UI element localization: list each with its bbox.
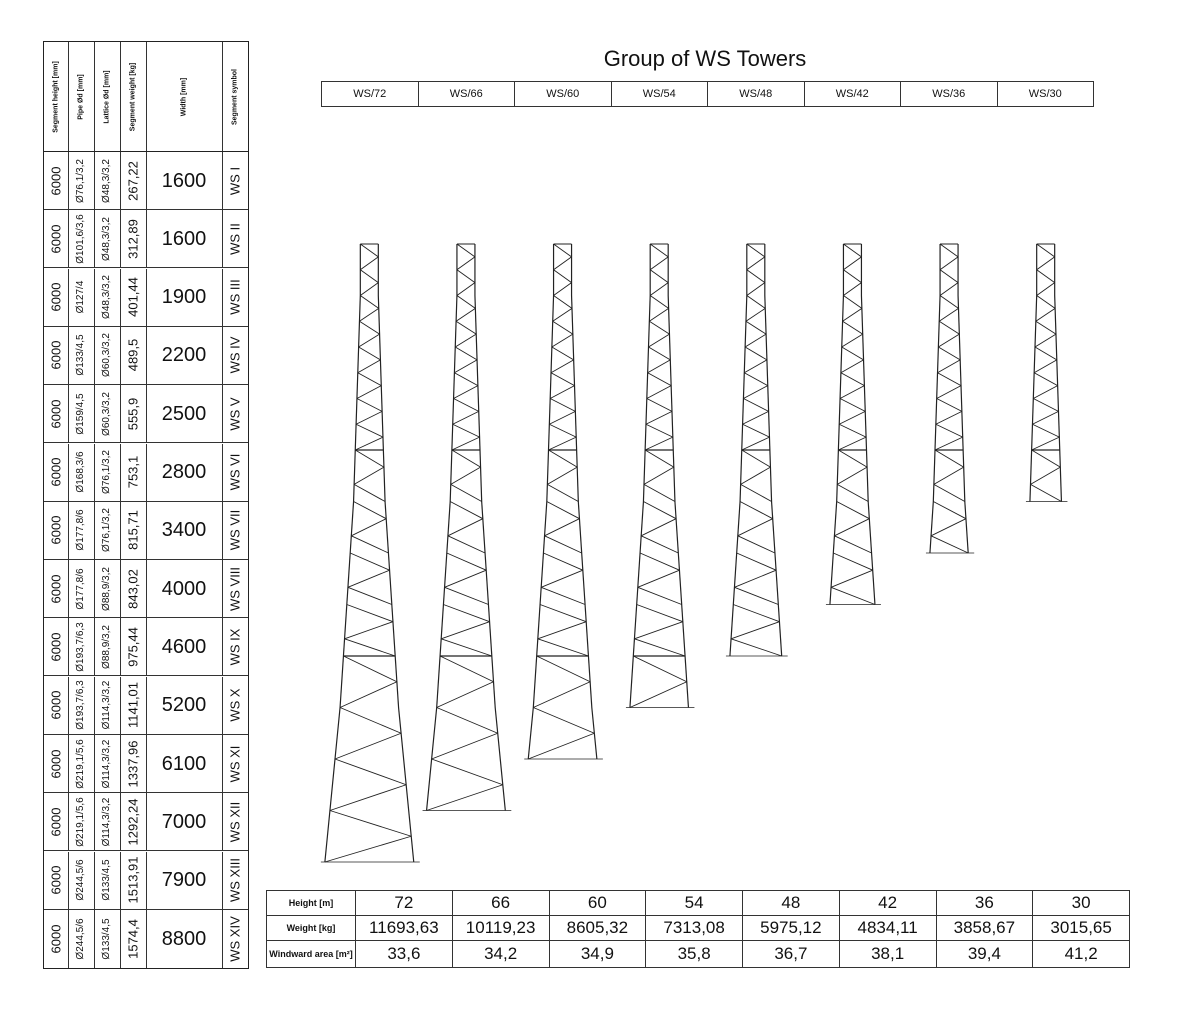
segment-weight-cell: 267,22 (125, 160, 141, 201)
segment-lattice-cell: Ø60,3/3,2 (101, 391, 112, 436)
summary-weight-cell: 11693,63 (356, 916, 453, 940)
tower (926, 244, 974, 553)
segment-pipe-cell: Ø219,1/5,6 (75, 797, 86, 847)
segment-lattice-cell: Ø88,9/3,2 (101, 624, 112, 669)
tower-label: WS/60 (515, 82, 612, 106)
summary-height-cell: 48 (743, 891, 840, 915)
segment-symbol-cell: WS VII (227, 510, 243, 551)
summary-weight-cell: 5975,12 (743, 916, 840, 940)
tower (423, 244, 512, 811)
segment-lattice-cell: Ø48,3/3,2 (101, 158, 112, 203)
segment-lattice-cell: Ø76,1/3,2 (101, 508, 112, 553)
segment-lattice-cell: Ø133/4,5 (101, 918, 112, 960)
segment-width-cell: 1600 (161, 169, 207, 192)
segment-width-cell: 7900 (161, 869, 207, 892)
diagram-title: Group of WS Towers (603, 46, 807, 71)
segment-height-cell: 6000 (48, 632, 64, 662)
tower (524, 244, 603, 759)
summary-row-height: Height [m] 72 66 60 54 48 42 36 30 (267, 891, 1129, 916)
segment-lattice-cell: Ø76,1/3,2 (101, 450, 112, 494)
tower (726, 244, 788, 656)
segment-pipe-cell: Ø244,5/6 (75, 859, 86, 901)
segment-height-cell: 6000 (48, 166, 64, 195)
summary-weight-cell: 3015,65 (1050, 918, 1112, 937)
summary-area-cell: 41,2 (1064, 944, 1098, 963)
segment-symbol-cell: WS II (227, 222, 243, 255)
tower-label: WS/42 (805, 82, 902, 106)
segment-height-cell: 6000 (48, 340, 64, 370)
header-pipe: Pipe Ød [mm] (77, 73, 85, 120)
summary-height-cell: 60 (550, 891, 647, 915)
segment-pipe-cell: Ø193,7/6,3 (75, 680, 86, 730)
tower (1026, 244, 1068, 502)
summary-height-cell: 42 (840, 891, 937, 915)
summary-height-cell: 30 (1071, 893, 1091, 912)
summary-row-area: Windward area [m²] 33,6 34,2 34,9 35,8 36,7 38,1 39,4 41,2 (267, 941, 1129, 967)
summary-height-cell: 66 (453, 891, 550, 915)
segment-pipe-cell: Ø177,8/6 (75, 568, 86, 610)
tower (626, 244, 695, 708)
segment-width-cell: 6100 (161, 752, 207, 775)
tower (321, 244, 420, 862)
segment-weight-cell: 401,44 (125, 277, 141, 317)
summary-height-cell: 36 (937, 891, 1034, 915)
segment-height-cell: 6000 (48, 399, 64, 429)
summary-area-cell: 35,8 (646, 941, 743, 967)
segment-symbol-cell: WS IX (227, 628, 243, 666)
segment-height-cell: 6000 (48, 457, 64, 487)
header-segment-symbol: Segment symbol (231, 68, 239, 125)
summary-area-cell: 36,7 (743, 941, 840, 967)
segment-weight-cell: 555,9 (125, 397, 141, 430)
segment-height-cell: 6000 (48, 690, 64, 720)
header-width: Width [mm] (180, 77, 188, 116)
segment-width-cell: 8800 (161, 927, 207, 950)
segment-symbol-cell: WS XIV (227, 916, 243, 962)
segment-weight-cell: 1574,4 (125, 919, 141, 959)
summary-height-cell: 54 (646, 891, 743, 915)
segment-height-cell: 6000 (48, 865, 64, 895)
summary-weight-cell: 8605,32 (550, 916, 647, 940)
summary-table (266, 890, 1130, 968)
summary-area-cell: 38,1 (840, 941, 937, 967)
segment-pipe-cell: Ø244,5/6 (75, 918, 86, 960)
segment-symbol-cell: WS VIII (227, 566, 243, 611)
segment-width-cell: 4600 (161, 635, 207, 658)
segment-pipe-cell: Ø177,8/6 (75, 509, 86, 551)
segment-height-cell: 6000 (48, 574, 64, 604)
tower-label: WS/48 (708, 82, 805, 106)
tower-label: WS/66 (419, 82, 516, 106)
segment-weight-cell: 1337,96 (125, 740, 141, 787)
segment-height-cell: 6000 (48, 515, 64, 545)
segment-pipe-cell: Ø127/4 (75, 280, 86, 314)
segment-symbol-cell: WS X (227, 688, 243, 722)
segment-weight-cell: 489,5 (125, 339, 141, 372)
summary-weight-cell: 3858,67 (937, 916, 1034, 940)
segment-width-cell: 3400 (161, 519, 207, 542)
segment-pipe-cell: Ø168,3/6 (75, 451, 86, 493)
segment-height-cell: 6000 (48, 749, 64, 778)
segment-lattice-cell: Ø114,3/3,2 (101, 680, 112, 730)
segment-symbol-cell: WS VI (227, 453, 243, 491)
segment-width-cell: 5200 (161, 694, 207, 717)
segment-weight-cell: 753,1 (125, 455, 141, 489)
segment-width-cell: 1600 (161, 227, 207, 250)
segment-symbol-cell: WS I (227, 166, 243, 195)
segment-pipe-cell: Ø193,7/6,3 (75, 622, 86, 672)
segment-symbol-cell: WS IV (227, 336, 243, 374)
segment-weight-cell: 843,02 (125, 568, 141, 609)
header-segment-weight: Segment weight [kg] (129, 62, 137, 131)
segment-lattice-cell: Ø114,3/3,2 (101, 797, 112, 847)
tower-label: WS/36 (901, 82, 998, 106)
segment-pipe-cell: Ø76,1/3,2 (75, 158, 86, 203)
segment-pipe-cell: Ø159/4,5 (75, 393, 86, 435)
tower-label: WS/30 (1028, 88, 1062, 100)
segment-width-cell: 2800 (161, 461, 207, 483)
header-segment-height: Segment height [mm] (52, 60, 60, 133)
segment-pipe-cell: Ø133/4,5 (75, 334, 86, 376)
summary-area-cell: 34,9 (550, 941, 647, 967)
segment-width-cell: 2200 (161, 344, 207, 367)
summary-area-cell: 33,6 (356, 941, 453, 967)
segment-symbol-cell: WS XI (227, 745, 243, 782)
segment-width-cell: 1900 (161, 286, 207, 309)
segment-pipe-cell: Ø101,6/3,6 (75, 214, 86, 264)
summary-weight-cell: 7313,08 (646, 916, 743, 940)
summary-weight-cell: 10119,23 (453, 916, 550, 940)
segment-weight-cell: 1141,01 (125, 682, 141, 729)
segment-weight-cell: 312,89 (125, 218, 141, 259)
segment-width-cell: 7000 (161, 810, 207, 833)
segment-width-cell: 2500 (161, 402, 207, 425)
segment-lattice-cell: Ø60,3/3,2 (101, 333, 112, 378)
segment-lattice-cell: Ø48,3/3,2 (101, 275, 112, 320)
segment-lattice-cell: Ø88,9/3,2 (101, 566, 112, 611)
header-lattice: Lattice Ød [mm] (103, 69, 111, 124)
tower-label: WS/72 (322, 82, 419, 106)
summary-row-weight: Weight [kg] 11693,63 10119,23 8605,32 7313,08 5975,12 4834,11 3858,67 3015,65 (267, 916, 1129, 941)
summary-height-cell: 72 (356, 891, 453, 915)
summary-area-cell: 39,4 (937, 941, 1034, 967)
summary-weight-cell: 4834,11 (840, 916, 937, 940)
segment-weight-cell: 1513,91 (125, 856, 141, 904)
segment-height-cell: 6000 (48, 807, 64, 837)
tower-label: WS/54 (612, 82, 709, 106)
segment-symbol-cell: WS XII (227, 801, 243, 843)
segment-symbol-cell: WS III (227, 279, 243, 315)
segment-height-cell: 6000 (48, 924, 64, 954)
tower (826, 244, 881, 605)
segment-weight-cell: 815,71 (125, 510, 141, 551)
summary-area-cell: 34,2 (453, 941, 550, 967)
segment-width-cell: 4000 (161, 577, 207, 600)
segment-symbol-cell: WS V (227, 397, 243, 431)
segment-lattice-cell: Ø48,3/3,2 (101, 216, 112, 261)
segment-lattice-cell: Ø114,3/3,2 (101, 739, 112, 788)
segment-lattice-cell: Ø133/4,5 (101, 859, 112, 901)
segment-height-cell: 6000 (48, 224, 64, 254)
segment-weight-cell: 1292,24 (125, 798, 141, 846)
segment-symbol-cell: WS XIII (227, 858, 243, 903)
segment-weight-cell: 975,44 (125, 627, 141, 667)
segment-pipe-cell: Ø219,1/5,6 (75, 738, 86, 789)
segment-height-cell: 6000 (48, 282, 64, 312)
